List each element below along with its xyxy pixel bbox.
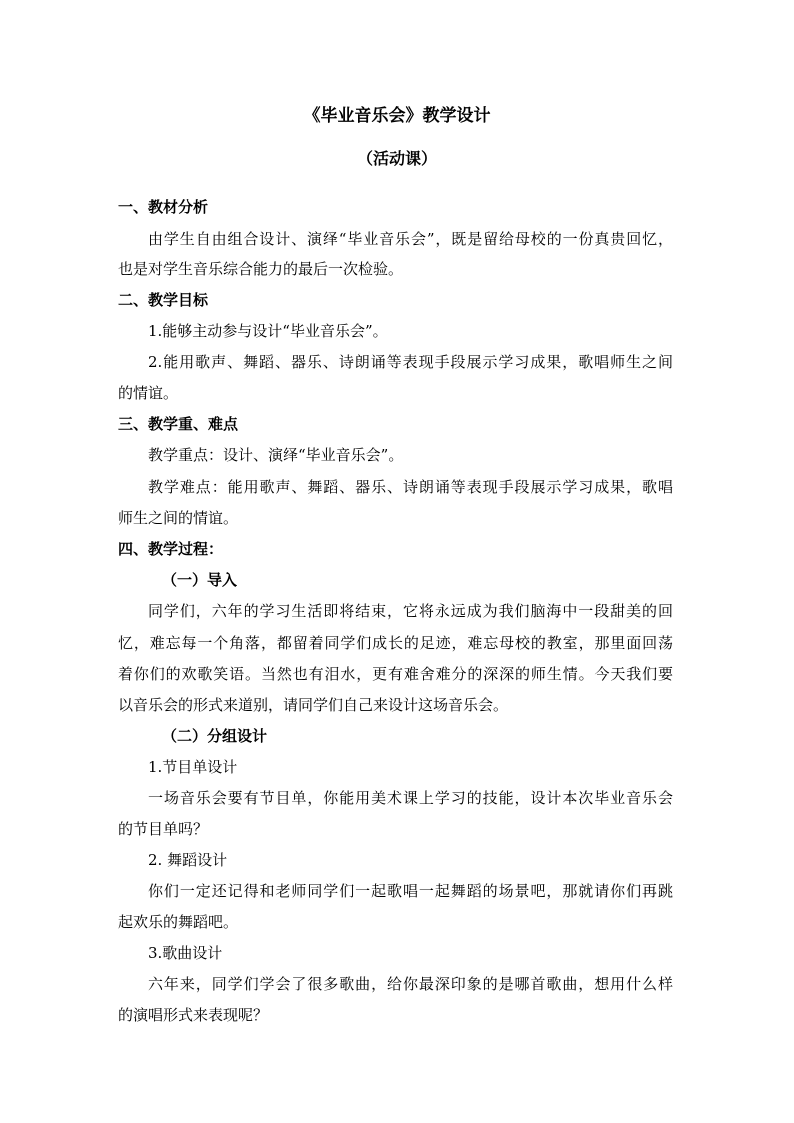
dance-design-line: 你们一定还记得和老师同学们一起歌唱一起舞蹈的场景吧，那就请你们再跳 bbox=[148, 882, 673, 900]
section-heading-teaching-process: 四、教学过程： bbox=[118, 540, 224, 558]
goal-item-1: 1.能够主动参与设计“毕业音乐会”。 bbox=[148, 322, 388, 340]
goal-item-2-continued: 的情谊。 bbox=[118, 384, 179, 402]
difficulty-point: 教学难点：能用歌声、舞蹈、器乐、诗朗诵等表现手段展示学习成果，歌唱 bbox=[148, 478, 673, 496]
paragraph-line: 由学生自由组合设计、演绎“毕业音乐会”，既是留给母校的一份真贵回忆， bbox=[148, 230, 673, 248]
program-design-line: 的节目单吗？ bbox=[118, 820, 209, 838]
difficulty-point-continued: 师生之间的情谊。 bbox=[118, 509, 239, 527]
document-subtitle: （活动课） bbox=[356, 149, 437, 168]
introduction-line: 着你们的欢歌笑语。当然也有泪水，更有难舍难分的深深的师生情。今天我们要 bbox=[118, 665, 673, 683]
subsection-heading-introduction: （一）导入 bbox=[162, 571, 238, 589]
document-title: 《毕业音乐会》教学设计 bbox=[303, 106, 491, 126]
paragraph-line: 也是对学生音乐综合能力的最后一次检验。 bbox=[118, 260, 404, 278]
introduction-line: 以音乐会的形式来道别，请同学们自己来设计这场音乐会。 bbox=[118, 696, 509, 714]
program-design-title: 1.节目单设计 bbox=[148, 758, 238, 776]
song-design-line: 的演唱形式来表现呢？ bbox=[118, 1006, 269, 1024]
program-design-line: 一场音乐会要有节目单，你能用美术课上学习的技能，设计本次毕业音乐会 bbox=[148, 789, 673, 807]
section-heading-materials-analysis: 一、教材分析 bbox=[118, 198, 209, 216]
key-point: 教学重点：设计、演绎“毕业音乐会”。 bbox=[148, 446, 404, 464]
section-heading-key-difficult-points: 三、教学重、难点 bbox=[118, 415, 239, 433]
section-heading-teaching-goals: 二、教学目标 bbox=[118, 291, 209, 309]
song-design-line: 六年来，同学们学会了很多歌曲，给你最深印象的是哪首歌曲，想用什么样 bbox=[148, 975, 673, 993]
dance-design-line: 起欢乐的舞蹈吧。 bbox=[118, 913, 239, 931]
goal-item-2: 2.能用歌声、舞蹈、器乐、诗朗诵等表现手段展示学习成果，歌唱师生之间 bbox=[148, 353, 673, 371]
introduction-line: 同学们，六年的学习生活即将结束，它将永远成为我们脑海中一段甜美的回 bbox=[148, 602, 673, 620]
song-design-title: 3.歌曲设计 bbox=[148, 944, 223, 962]
subsection-heading-group-design: （二）分组设计 bbox=[162, 727, 268, 745]
dance-design-title: 2. 舞蹈设计 bbox=[148, 851, 228, 869]
introduction-line: 忆，难忘每一个角落，都留着同学们成长的足迹，难忘母校的教室，那里面回荡 bbox=[118, 634, 673, 652]
